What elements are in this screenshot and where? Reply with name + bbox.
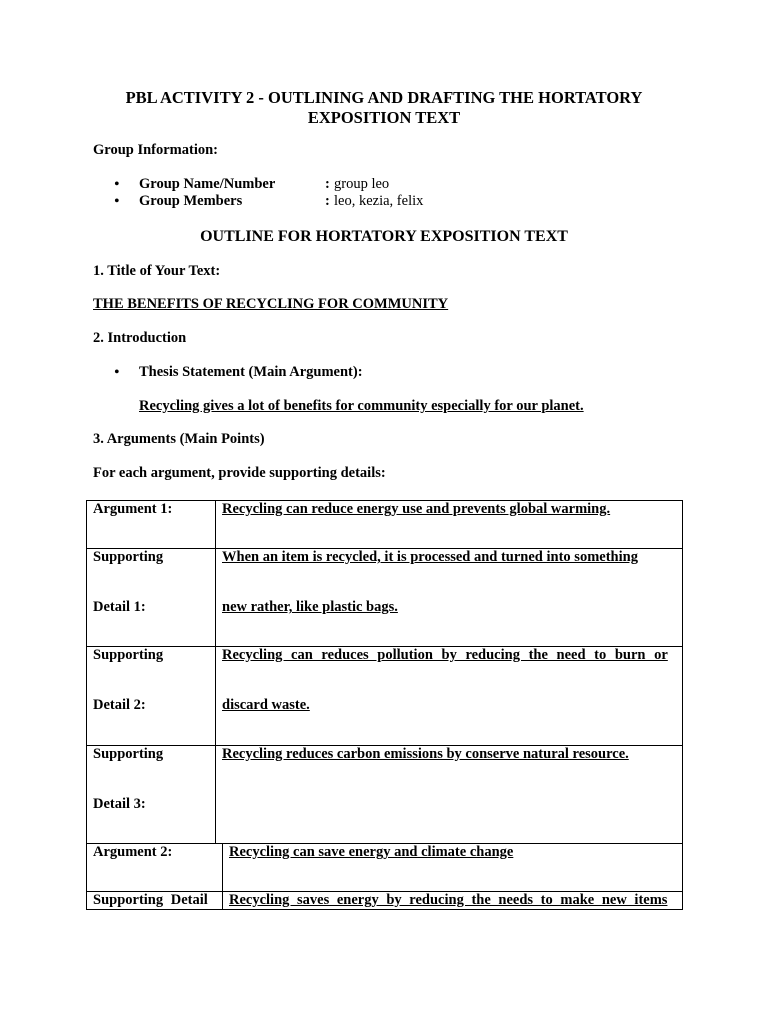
table-cell [216, 647, 683, 746]
argument-2-detail-label: Supporting Detail [93, 892, 208, 908]
argument-2-label: Argument 2: [93, 844, 173, 860]
section-1-heading: 1. Title of Your Text: [93, 263, 221, 279]
detail-2-label-bottom: Detail 2: [93, 697, 146, 713]
argument-2-detail-text: Recycling saves energy by reducing the needs to make new items [229, 892, 668, 908]
table-cell [87, 501, 216, 549]
table-cell [223, 892, 683, 910]
detail-2-label-top: Supporting [93, 647, 164, 663]
argument-1-label: Argument 1: [93, 501, 173, 517]
section-3-instruction: For each argument, provide supporting details: [93, 465, 386, 481]
argument-2-table [86, 843, 683, 910]
table-cell [87, 549, 216, 647]
table-cell [87, 746, 216, 844]
table-cell [223, 844, 683, 892]
outline-heading: OUTLINE FOR HORTATORY EXPOSITION TEXT [200, 228, 568, 245]
detail-3-label-bottom: Detail 3: [93, 796, 146, 812]
argument-1-text: Recycling can reduce energy use and prevents global warming. [222, 501, 611, 517]
page-title-line-1: PBL ACTIVITY 2 - OUTLINING AND DRAFTING THE HORTATORY [125, 88, 643, 107]
table-cell [216, 746, 683, 844]
section-3-heading: 3. Arguments (Main Points) [93, 431, 265, 447]
detail-1-text-line-2: new rather, like plastic bags. [222, 599, 398, 615]
argument-1-table [86, 500, 683, 844]
table-cell [216, 501, 683, 549]
thesis-label: Thesis Statement (Main Argument): [139, 364, 363, 380]
detail-3-label-top: Supporting [93, 746, 164, 762]
group-members-value: leo, kezia, felix [334, 193, 424, 209]
table-cell [87, 844, 223, 892]
bullet-icon: • [114, 176, 120, 193]
table-cell [87, 892, 223, 910]
group-members-label: Group Members [139, 193, 243, 209]
detail-2-text-line-2: discard waste. [222, 697, 310, 713]
table-row [87, 892, 683, 910]
detail-2-text-line-1: Recycling can reduces pollution by reducing the need to burn or [222, 647, 668, 663]
group-name-label: Group Name/Number [139, 176, 276, 192]
detail-1-text-line-1: When an item is recycled, it is processed and turned into something [222, 549, 638, 565]
bullet-icon: • [114, 364, 120, 381]
group-members-separator: : [325, 193, 330, 209]
detail-1-label-bottom: Detail 1: [93, 599, 146, 615]
table-cell [87, 647, 216, 746]
detail-3-text-line-1: Recycling reduces carbon emissions by conserve natural resource. [222, 746, 629, 762]
table-row [87, 647, 683, 746]
text-title-value: THE BENEFITS OF RECYCLING FOR COMMUNITY [93, 296, 449, 312]
bullet-icon: • [114, 193, 120, 210]
thesis-value: Recycling gives a lot of benefits for community especially for our planet. [139, 398, 584, 414]
group-info-heading: Group Information: [93, 142, 219, 158]
table-row [87, 549, 683, 647]
page-title-line-2: EXPOSITION TEXT [307, 108, 461, 127]
table-row [87, 746, 683, 844]
table-row [87, 501, 683, 549]
group-name-separator: : [325, 176, 330, 192]
table-row [87, 844, 683, 892]
section-2-heading: 2. Introduction [93, 330, 187, 346]
detail-1-label-top: Supporting [93, 549, 164, 565]
table-cell [216, 549, 683, 647]
argument-2-text: Recycling can save energy and climate change [229, 844, 514, 860]
group-name-value: group leo [334, 176, 390, 192]
